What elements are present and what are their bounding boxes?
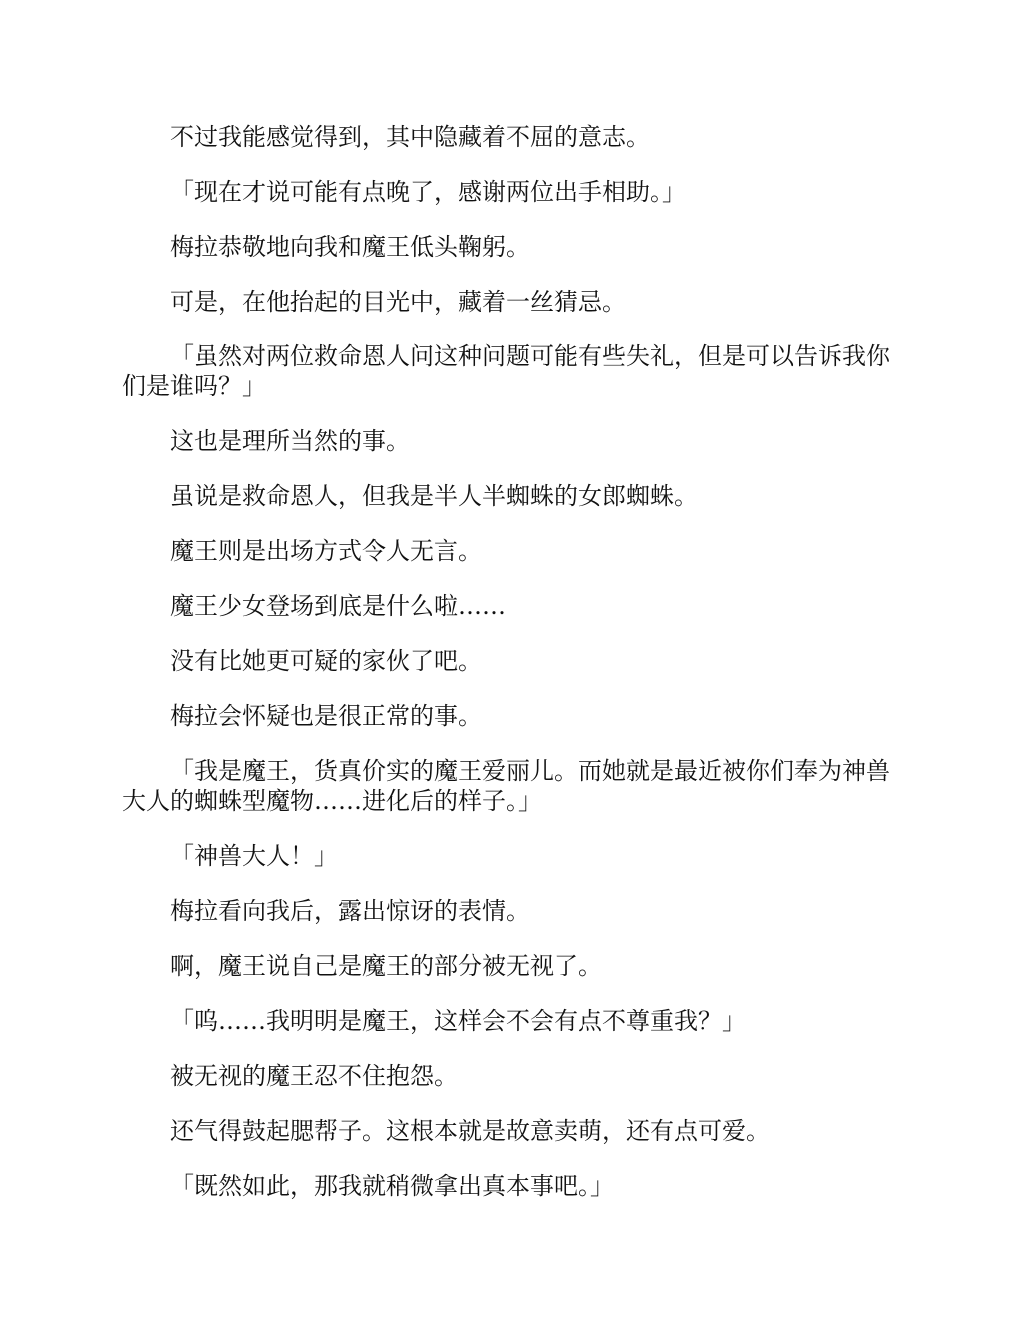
paragraph: 「虽然对两位救命恩人问这种问题可能有些失礼，但是可以告诉我你们是谁吗？」 [122, 342, 890, 400]
paragraph: 「我是魔王，货真价实的魔王爱丽儿。而她就是最近被你们奉为神兽大人的蜘蛛型魔物……进化后的样子。」 [122, 757, 890, 815]
paragraph: 梅拉看向我后，露出惊讶的表情。 [170, 897, 530, 925]
paragraph: 不过我能感觉得到，其中隐藏着不屈的意志。 [170, 123, 650, 151]
paragraph: 可是，在他抬起的目光中，藏着一丝猜忌。 [170, 288, 626, 316]
paragraph: 虽说是救命恩人，但我是半人半蜘蛛的女郎蜘蛛。 [170, 482, 698, 510]
paragraph: 魔王少女登场到底是什么啦…… [170, 592, 506, 620]
paragraph: 被无视的魔王忍不住抱怨。 [170, 1062, 458, 1090]
paragraph: 「既然如此，那我就稍微拿出真本事吧。」 [170, 1172, 614, 1200]
paragraph: 没有比她更可疑的家伙了吧。 [170, 647, 482, 675]
paragraph: 这也是理所当然的事。 [170, 427, 410, 455]
paragraph: 「呜……我明明是魔王，这样会不会有点不尊重我？」 [170, 1007, 746, 1035]
paragraph: 「现在才说可能有点晚了，感谢两位出手相助。」 [170, 178, 686, 206]
paragraph: 魔王则是出场方式令人无言。 [170, 537, 482, 565]
paragraph: 梅拉会怀疑也是很正常的事。 [170, 702, 482, 730]
paragraph: 还气得鼓起腮帮子。这根本就是故意卖萌，还有点可爱。 [170, 1117, 770, 1145]
paragraph: 「神兽大人！」 [170, 842, 338, 870]
paragraph: 梅拉恭敬地向我和魔王低头鞠躬。 [170, 233, 530, 261]
paragraph: 啊，魔王说自己是魔王的部分被无视了。 [170, 952, 602, 980]
